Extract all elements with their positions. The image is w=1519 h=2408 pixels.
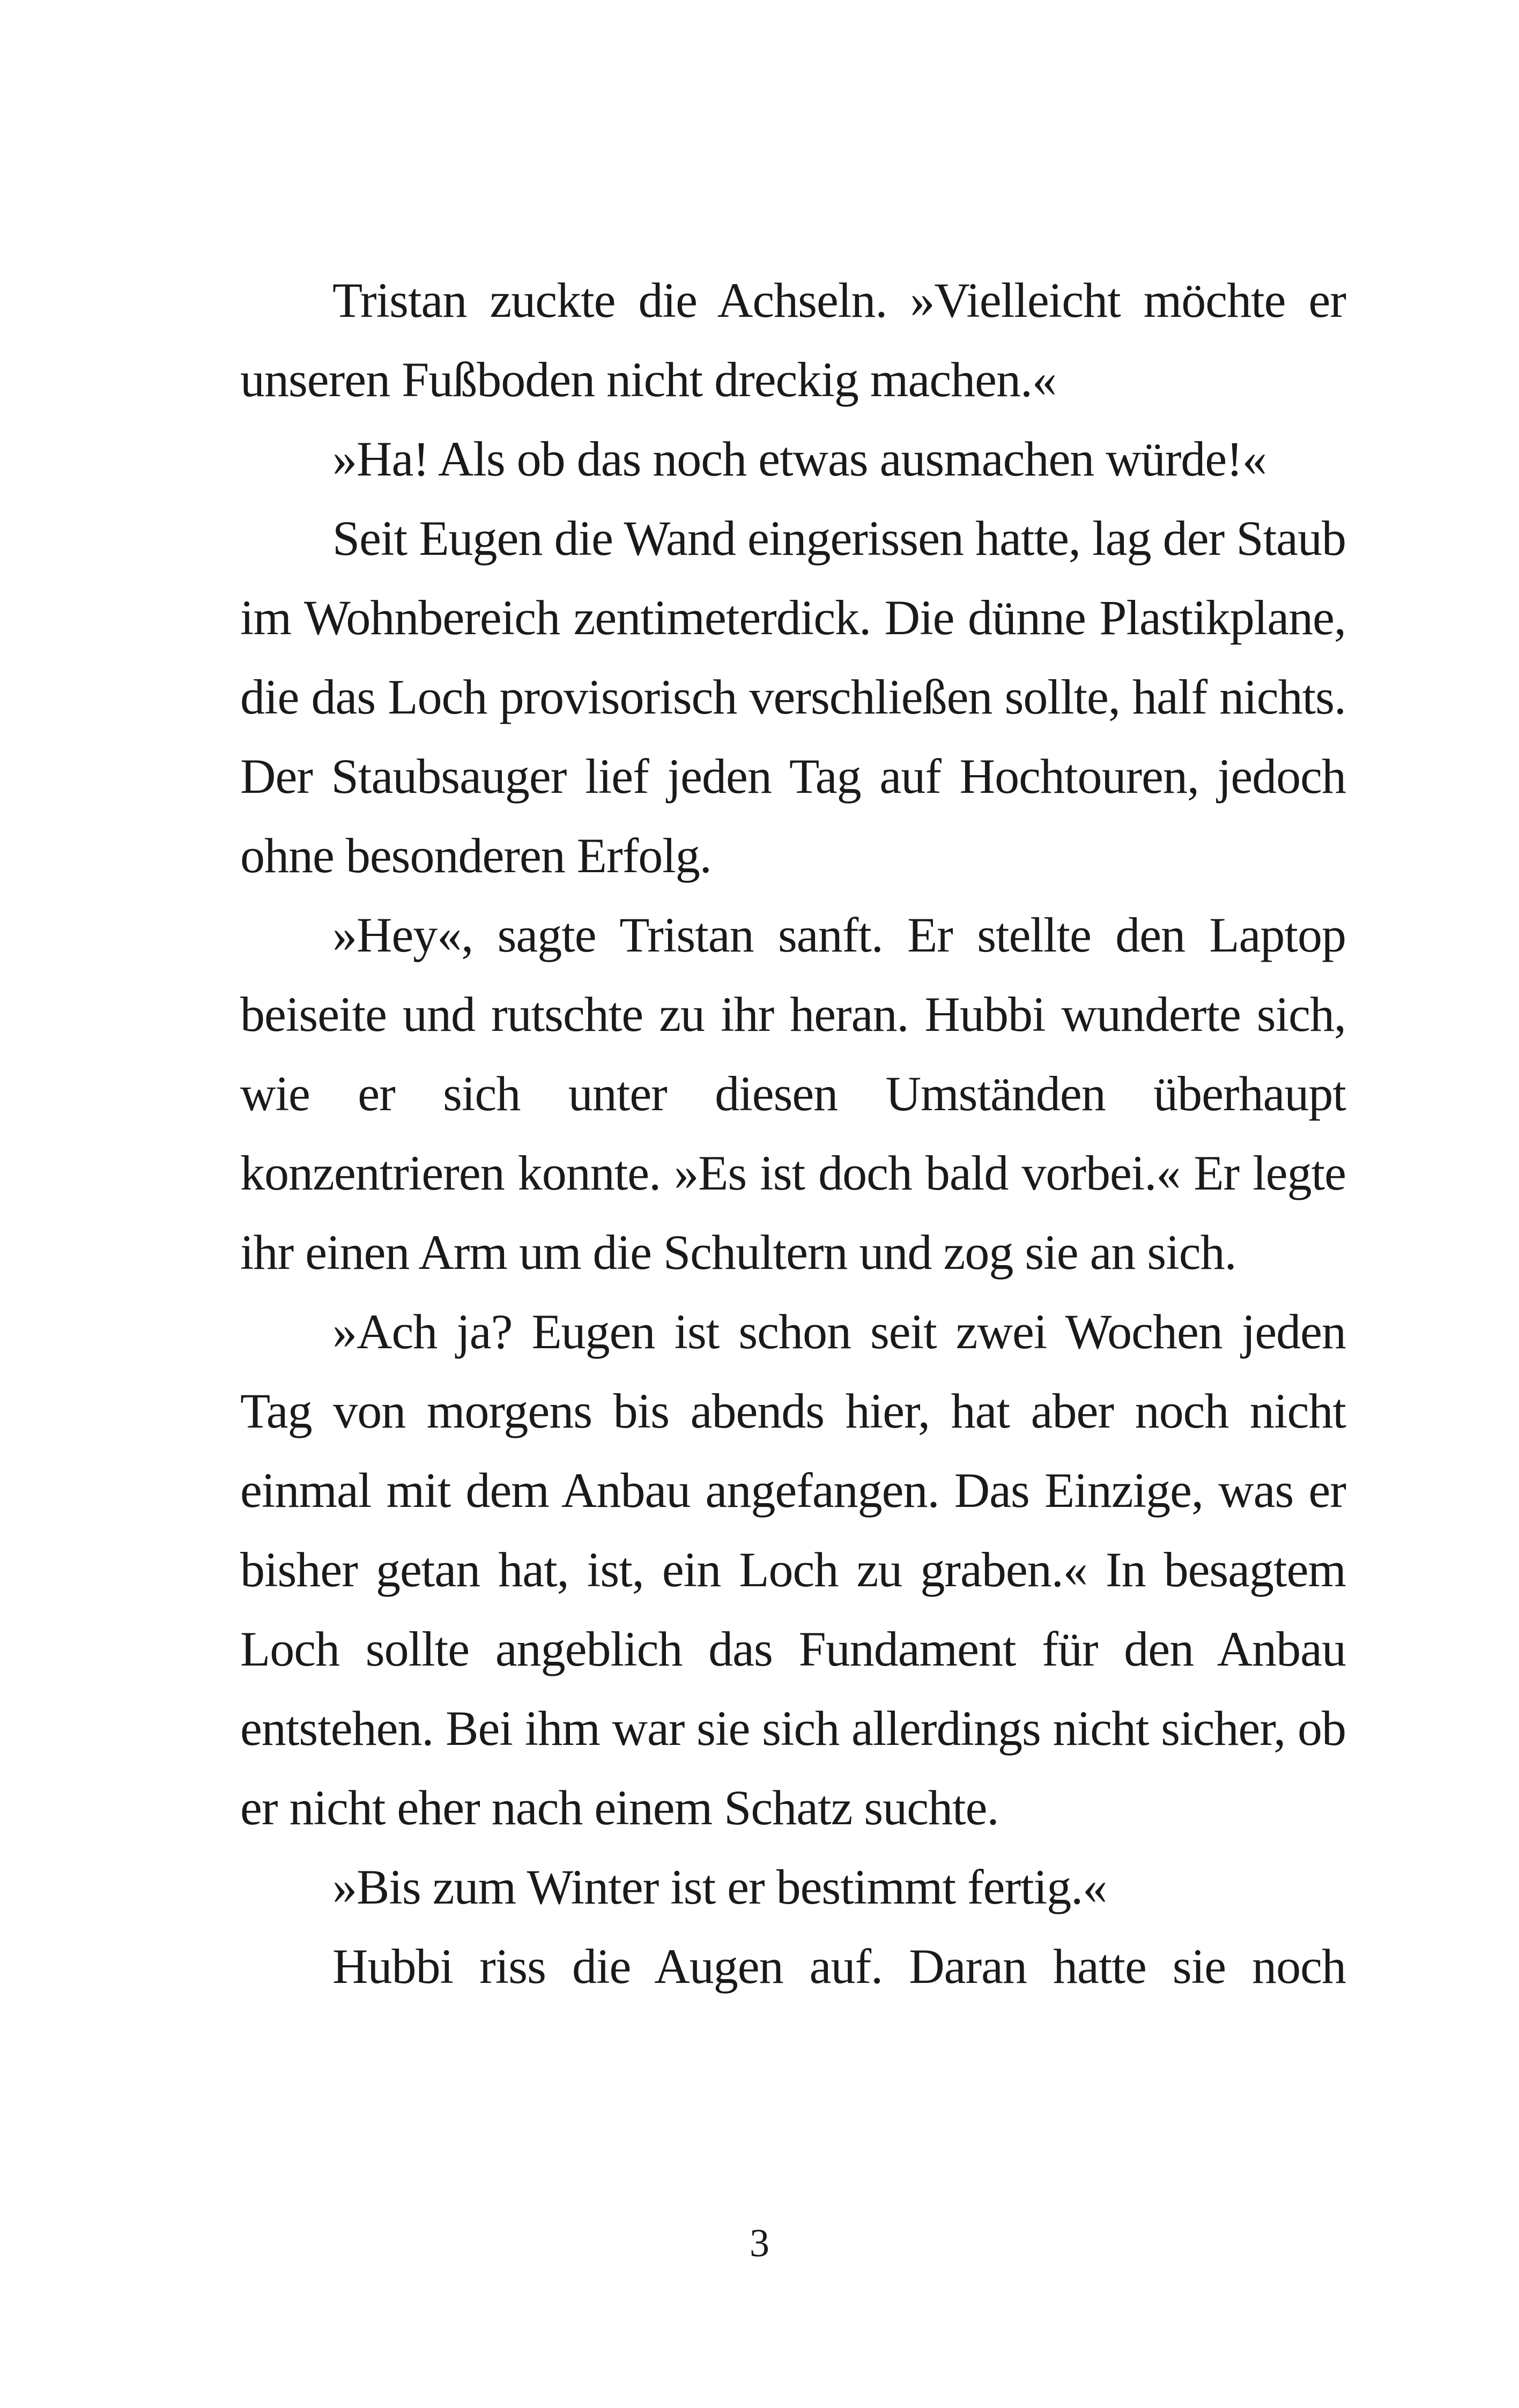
paragraph-7: Hubbi riss die Augen auf. Daran hatte sie noch bbox=[332, 1939, 1346, 1994]
body-text bbox=[240, 261, 1346, 2006]
paragraph-6: »Bis zum Winter ist er bestimmt fertig.« bbox=[332, 1860, 1107, 1914]
paragraph-5: »Ach ja? Eugen ist schon seit zwei Wochen jeden Tag von morgens bis abends hier, hat aber noch nicht einmal mit dem Anbau angefangen. Das Einzige, was er bisher getan hat, ist, ein Loch zu graben.« In besagtem Loch sollte angeblich das Fundament für den Anbau entstehen. Bei ihm war sie sich allerdings nicht sicher, ob er nicht eher nach einem Schatz suchte. bbox=[240, 1304, 1346, 1835]
paragraph-3: Seit Eugen die Wand eingerissen hatte, lag der Staub im Wohnbereich zentimeterdick. Die dünne Plastikplane, die das Loch provisorisch verschließen sollte, half nichts. Der Staubsauger lief jeden Tag auf Hochtouren, jedoch ohne besonderen Erfolg. bbox=[240, 511, 1346, 883]
page-number: 3 bbox=[750, 2221, 769, 2265]
paragraph-1: Tristan zuckte die Achseln. »Vielleicht möchte er unseren Fußboden nicht dreckig machen.« bbox=[240, 273, 1346, 407]
paragraph-2: »Ha! Als ob das noch etwas ausmachen würde!« bbox=[332, 432, 1266, 486]
paragraph-4: »Hey«, sagte Tristan sanft. Er stellte den Laptop beiseite und rutschte zu ihr heran. Hubbi wunderte sich, wie er sich unter diesen Umständen überhaupt konzentrieren konnte. »Es ist doch bald vorbei.« Er legte ihr einen Arm um die Schultern und zog sie an sich. bbox=[240, 908, 1346, 1280]
